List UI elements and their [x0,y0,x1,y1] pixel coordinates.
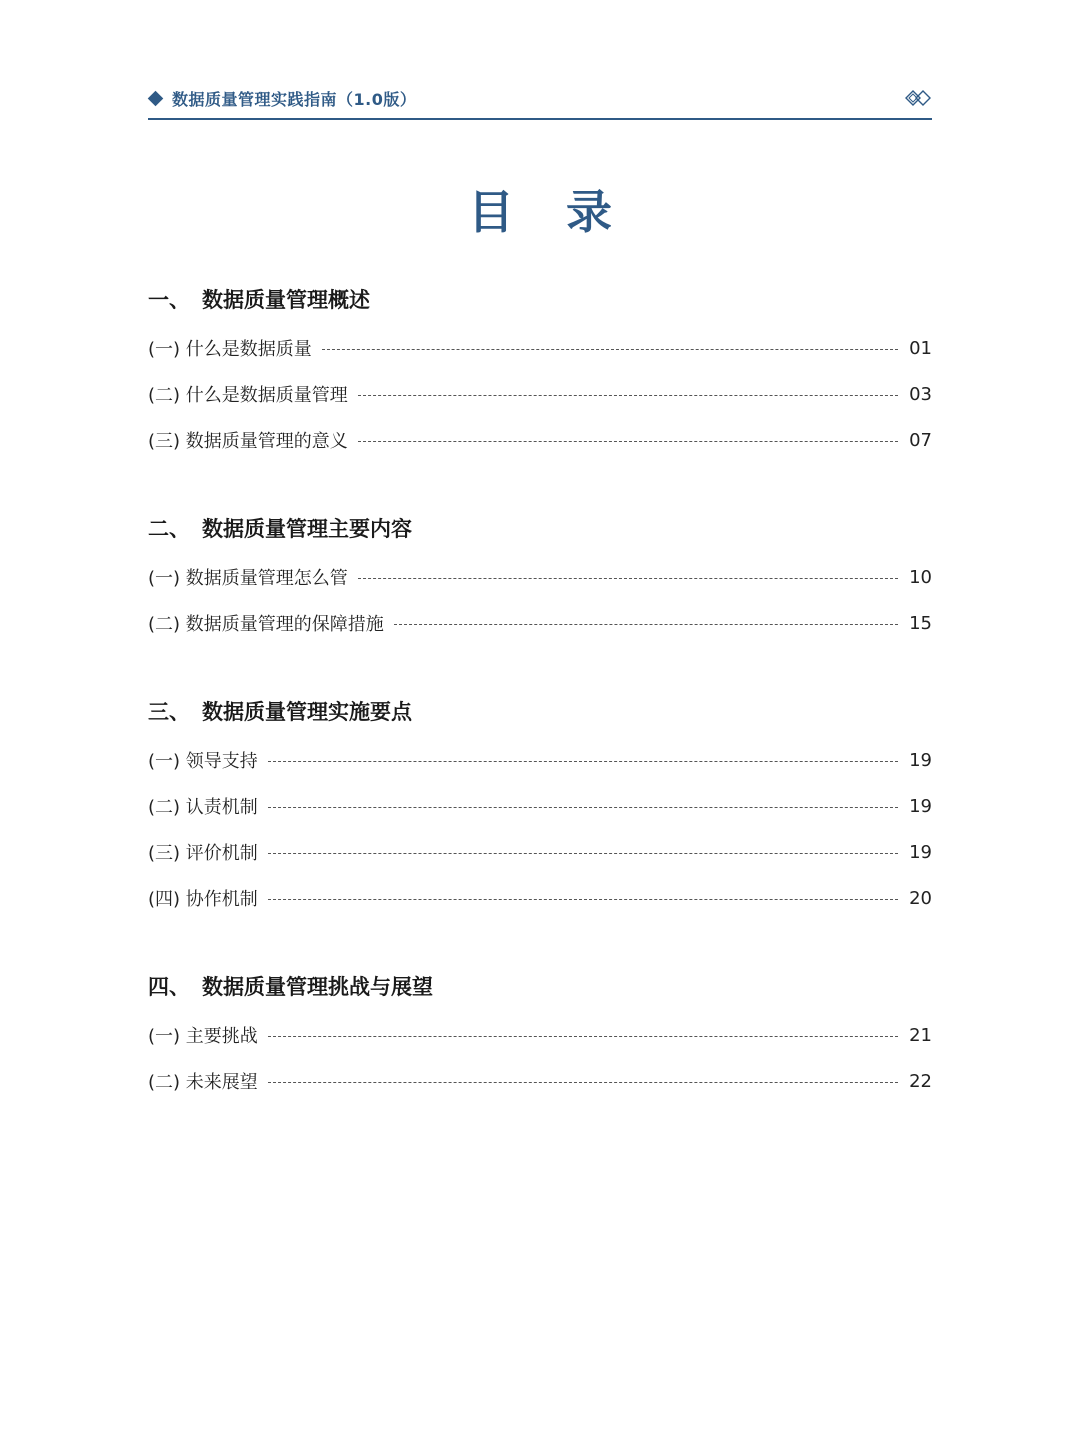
entry-page-number: 10 [909,566,932,588]
entry-page-number: 19 [909,841,932,863]
toc-section-4 [148,972,932,1104]
diamond-bullet-icon [148,91,164,107]
entry-label: (四) 协作机制 [148,889,258,910]
toc-section-2 [148,514,932,646]
dot-leader [394,624,898,625]
toc-entry[interactable] [148,875,932,921]
section-number: 三、 [148,700,190,724]
dot-leader [268,761,898,762]
document-title: 数据质量管理实践指南（1.0版） [172,90,417,109]
toc-entry[interactable] [148,600,932,646]
dot-leader [268,853,898,854]
dot-leader [268,899,898,900]
dot-leader [268,807,898,808]
entry-page-number: 15 [909,612,932,634]
toc-entry[interactable] [148,737,932,783]
entry-page-number: 21 [909,1024,932,1046]
section-title: 数据质量管理主要内容 [202,517,412,541]
entry-label: (一) 领导支持 [148,751,258,772]
toc-section-1 [148,285,932,463]
entry-label: (二) 未来展望 [148,1072,258,1093]
entry-label: (二) 数据质量管理的保障措施 [148,614,384,635]
toc-entry[interactable] [148,1012,932,1058]
entry-label: (二) 认责机制 [148,797,258,818]
entry-label: (二) 什么是数据质量管理 [148,385,348,406]
section-title: 数据质量管理概述 [202,288,370,312]
toc-entry[interactable] [148,371,932,417]
dot-leader [322,349,898,350]
page-header [148,84,932,120]
section-heading[interactable] [148,972,932,1002]
entry-label: (三) 评价机制 [148,843,258,864]
toc-section-3 [148,697,932,921]
entry-page-number: 20 [909,887,932,909]
section-heading[interactable] [148,697,932,727]
entry-label: (一) 主要挑战 [148,1026,258,1047]
entry-label: (一) 什么是数据质量 [148,339,312,360]
toc-entry[interactable] [148,1058,932,1104]
entry-page-number: 22 [909,1070,932,1092]
entry-page-number: 01 [909,337,932,359]
dot-leader [268,1036,898,1037]
toc-entry[interactable] [148,554,932,600]
entry-page-number: 07 [909,429,932,451]
toc-entry[interactable] [148,829,932,875]
section-number: 一、 [148,288,190,312]
dot-leader [358,578,898,579]
section-number: 四、 [148,975,190,999]
entry-label: (一) 数据质量管理怎么管 [148,568,348,589]
section-number: 二、 [148,517,190,541]
toc-entry[interactable] [148,325,932,371]
entry-label: (三) 数据质量管理的意义 [148,431,348,452]
section-heading[interactable] [148,514,932,544]
entry-page-number: 19 [909,749,932,771]
toc-entry[interactable] [148,783,932,829]
dot-leader [358,441,898,442]
section-title: 数据质量管理实施要点 [202,700,412,724]
toc-entry[interactable] [148,417,932,463]
dot-leader [268,1082,898,1083]
section-title: 数据质量管理挑战与展望 [202,975,433,999]
logo-icon [904,88,932,108]
entry-page-number: 03 [909,383,932,405]
dot-leader [358,395,898,396]
entry-page-number: 19 [909,795,932,817]
section-heading[interactable] [148,285,932,315]
toc-heading: 目 录 [467,185,630,239]
